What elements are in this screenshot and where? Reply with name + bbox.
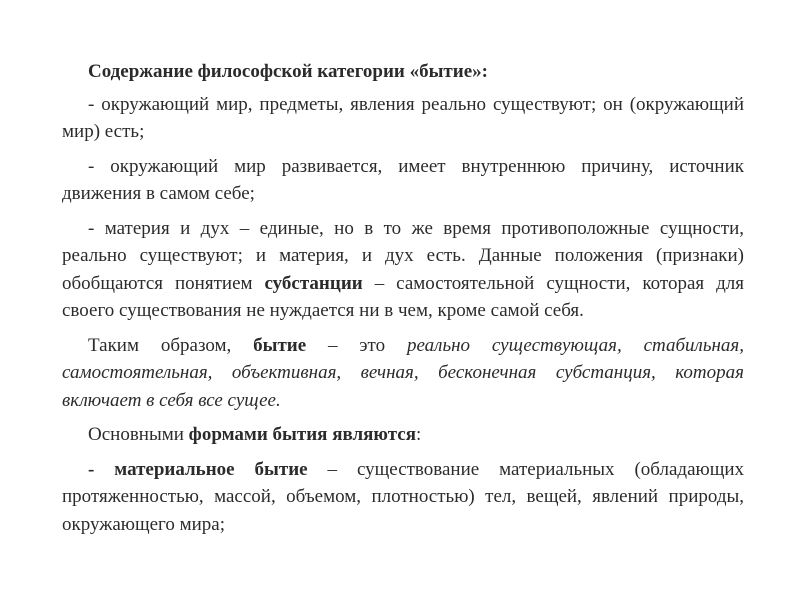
paragraph-forms-intro	[62, 421, 744, 449]
term-forms-of-being: формами бытия являются	[188, 424, 416, 445]
term-substance: субстанции	[264, 272, 363, 294]
paragraph-text: :	[415, 424, 422, 445]
paragraph-text: – это	[306, 334, 407, 356]
slide-text-body	[62, 58, 744, 545]
term-being: бытие	[253, 334, 307, 356]
paragraph-text: Таким образом,	[88, 334, 254, 356]
paragraph-text: - материя и дух – единые, но в то же время противоположные сущности, реально существуют; и материя, и дух есть. Данные положения (признаки) обобщаются понятием	[62, 217, 744, 294]
paragraph-being-definition	[62, 332, 744, 415]
paragraph-text: – существование материальных (обладающих протяженностью, массой, объемом, плотностью) тел, вещей, явлений природы, окружающего мира;	[62, 458, 745, 535]
term-material-being: - материальное бытие	[88, 458, 308, 480]
paragraph-matter-and-spirit	[62, 215, 744, 325]
slide-heading	[62, 58, 744, 86]
paragraph-world-exists	[62, 91, 744, 146]
heading-text: Содержание философской категории «бытие»:	[88, 61, 488, 82]
paragraph-text: Основными	[88, 424, 189, 445]
paragraph-world-develops	[62, 153, 744, 208]
paragraph-text: - окружающий мир развивается, имеет внутреннюю причину, источник движения в самом себе;	[62, 155, 744, 204]
paragraph-text: - окружающий мир, предметы, явления реально существуют; он (окружающий мир) есть;	[62, 93, 744, 142]
being-definition-italic: реально существующая, стабильная, самостоятельная, объективная, вечная, бесконечная субстанция, которая включает в себя все сущее.	[62, 334, 744, 411]
paragraph-text: – самостоятельной сущности, которая для своего существования не нуждается ни в чем, кроме самой себя.	[62, 272, 744, 321]
paragraph-material-being	[62, 456, 744, 539]
